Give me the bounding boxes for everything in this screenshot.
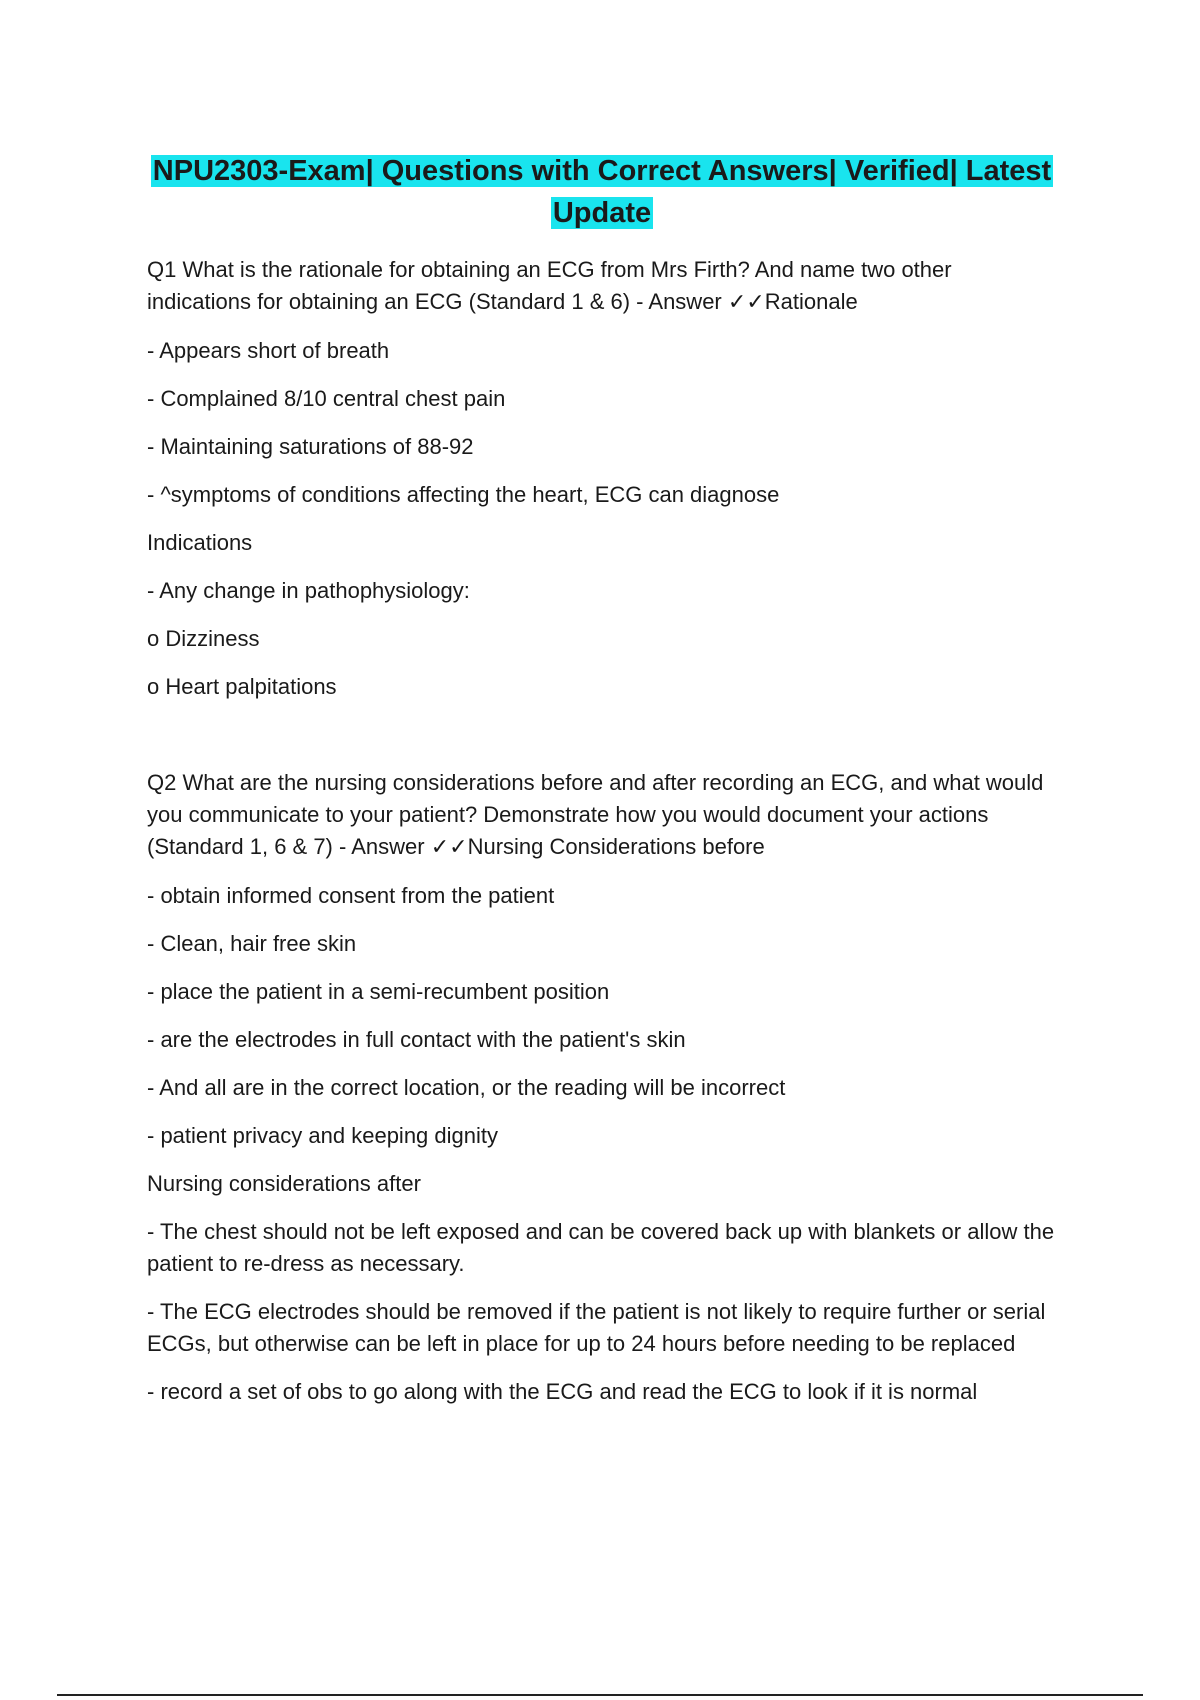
q2-line: - Clean, hair free skin <box>147 931 357 956</box>
q2-question <box>147 767 1057 864</box>
q2-line: - And all are in the correct location, or the reading will be incorrect <box>147 1075 786 1100</box>
document-page <box>147 150 1057 1424</box>
q2-checkmarks: ✓✓ <box>430 835 468 860</box>
q1-line: - ^symptoms of conditions affecting the heart, ECG can diagnose <box>147 482 780 507</box>
q1-line: - Maintaining saturations of 88-92 <box>147 434 474 459</box>
q1-line: - Any change in pathophysiology: <box>147 578 470 603</box>
q2-line: - record a set of obs to go along with the ECG and read the ECG to look if it is normal <box>147 1379 978 1404</box>
q1-line: - Complained 8/10 central chest pain <box>147 386 506 411</box>
q1-answer-start: Rationale <box>764 289 858 314</box>
title-line-2: Update <box>552 197 652 229</box>
q2-line: - patient privacy and keeping dignity <box>147 1123 498 1148</box>
q2-line: - obtain informed consent from the patient <box>147 883 555 908</box>
q2-subheading-after: Nursing considerations after <box>147 1171 421 1196</box>
q1-checkmarks: ✓✓ <box>727 290 765 315</box>
title-line-1: NPU2303-Exam| Questions with Correct Answers| Verified| Latest <box>152 155 1052 187</box>
q1-subheading-indications: Indications <box>147 530 253 555</box>
q2-question-text: Q2 What are the nursing considerations before and after recording an ECG, and what would you communicate to your patient? Demonstrate how you would document your actions (Standard 1, 6 & 7) - Answer <box>147 770 1044 859</box>
q2-line: - are the electrodes in full contact with the patient's skin <box>147 1027 686 1052</box>
document-title <box>147 150 1057 234</box>
q2-line: - place the patient in a semi-recumbent position <box>147 979 610 1004</box>
q2-answer-start: Nursing Considerations before <box>467 834 765 859</box>
q1-line: o Dizziness <box>147 626 260 651</box>
q1-question <box>147 254 1057 319</box>
q1-line: - Appears short of breath <box>147 338 390 363</box>
q2-line: - The ECG electrodes should be removed if the patient is not likely to require further or serial ECGs, but otherwise can be left in place for up to 24 hours before needing to be replaced <box>147 1299 1046 1356</box>
q1-question-text: Q1 What is the rationale for obtaining an ECG from Mrs Firth? And name two other indications for obtaining an ECG (Standard 1 & 6) - Answer <box>147 257 952 314</box>
q1-line: o Heart palpitations <box>147 674 337 699</box>
section-gap <box>147 719 1057 767</box>
q2-line: - The chest should not be left exposed and can be covered back up with blankets or allow the patient to re-dress as necessary. <box>147 1219 1055 1276</box>
footer-divider <box>57 1694 1143 1696</box>
